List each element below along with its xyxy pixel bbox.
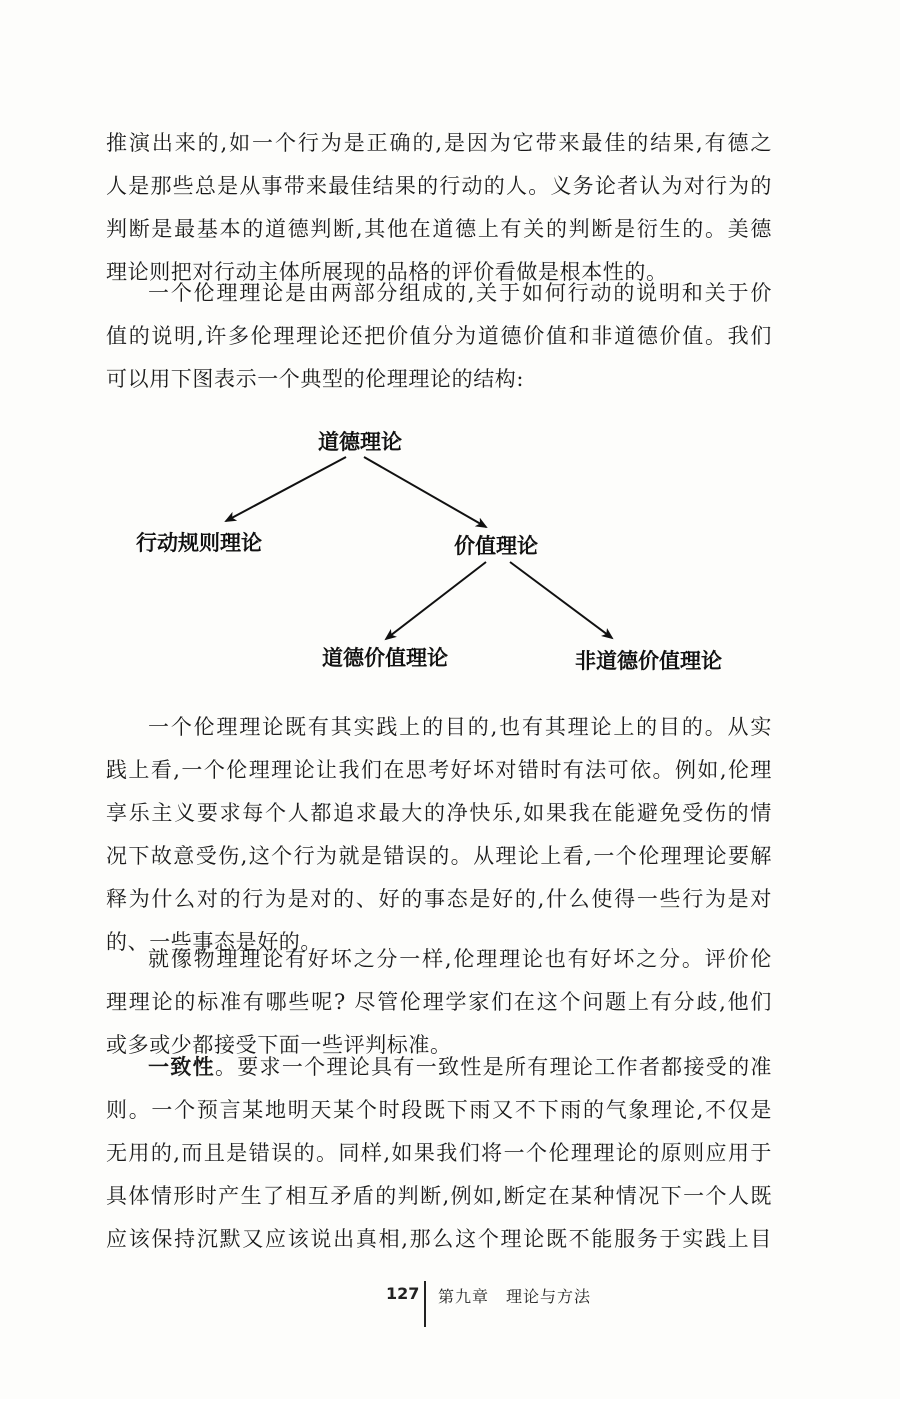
text-line: 人是那些总是从事带来最佳结果的行动的人。义务论者认为对行为的 — [106, 174, 772, 198]
arrow-root-to-action — [226, 457, 346, 521]
page-number: 127 — [386, 1284, 420, 1303]
node-nonmoral-value-theory: 非道德价值理论 — [575, 649, 722, 673]
text-line: 具体情形时产生了相互矛盾的判断,例如,断定在某种情况下一个人既 — [106, 1184, 772, 1208]
text-line: 一个伦理理论既有其实践上的目的,也有其理论上的目的。从实 — [148, 715, 772, 739]
text-line: 判断是最基本的道德判断,其他在道德上有关的判断是衍生的。美德 — [106, 217, 772, 241]
text-line: 推演出来的,如一个行为是正确的,是因为它带来最佳的结果,有德之 — [106, 131, 772, 155]
text-line: 应该保持沉默又应该说出真相,那么这个理论既不能服务于实践上目 — [106, 1227, 772, 1251]
paragraph-1 — [106, 122, 772, 294]
node-value-theory: 价值理论 — [454, 534, 538, 558]
page-footer — [0, 1281, 900, 1341]
text-line: 释为什么对的行为是对的、好的事态是好的,什么使得一些行为是对 — [106, 887, 772, 911]
arrow-value-to-moral-value — [386, 562, 486, 639]
text-line — [106, 1046, 772, 1089]
text-line: 无用的,而且是错误的。同样,如果我们将一个伦理理论的原则应用于 — [106, 1141, 772, 1165]
text-fragment: 。要求一个理论具有一致性是所有理论工作者都接受的准 — [214, 1055, 772, 1079]
text-line: 可以用下图表示一个典型的伦理理论的结构: — [106, 367, 525, 391]
paragraph-3 — [106, 706, 772, 964]
chapter-title: 第九章 理论与方法 — [438, 1287, 592, 1306]
text-line: 理论则把对行动主体所展现的品格的评价看做是根本性的。 — [106, 260, 668, 284]
text-line: 的、一些事态是好的。 — [106, 930, 322, 954]
arrow-root-to-value — [364, 457, 486, 527]
text-line: 值的说明,许多伦理理论还把价值分为道德价值和非道德价值。我们 — [106, 324, 772, 348]
footer-divider — [424, 1281, 426, 1327]
text-line: 践上看,一个伦理理论让我们在思考好坏对错时有法可依。例如,伦理 — [106, 758, 772, 782]
text-line: 一个伦理理论是由两部分组成的,关于如何行动的说明和关于价 — [148, 281, 772, 305]
text-line: 享乐主义要求每个人都追求最大的净快乐,如果我在能避免受伤的情 — [106, 801, 772, 825]
consistency-heading: 一致性 — [148, 1055, 215, 1079]
node-action-rule-theory: 行动规则理论 — [136, 531, 262, 555]
node-moral-value-theory: 道德价值理论 — [322, 646, 448, 670]
text-line: 况下故意受伤,这个行为就是错误的。从理论上看,一个伦理理论要解 — [106, 844, 772, 868]
node-moral-theory: 道德理论 — [318, 430, 402, 454]
text-line: 理理论的标准有哪些呢? 尽管伦理学家们在这个问题上有分歧,他们 — [106, 990, 772, 1014]
text-line: 就像物理理论有好坏之分一样,伦理理论也有好坏之分。评价伦 — [148, 947, 772, 971]
text-line: 或多或少都接受下面一些评判标准。 — [106, 1033, 452, 1057]
arrow-value-to-nonmoral-value — [510, 562, 612, 638]
paragraph-5 — [106, 1046, 772, 1261]
paragraph-2 — [106, 272, 772, 401]
text-line: 则。一个预言某地明天某个时段既下雨又不下雨的气象理论,不仅是 — [106, 1098, 772, 1122]
